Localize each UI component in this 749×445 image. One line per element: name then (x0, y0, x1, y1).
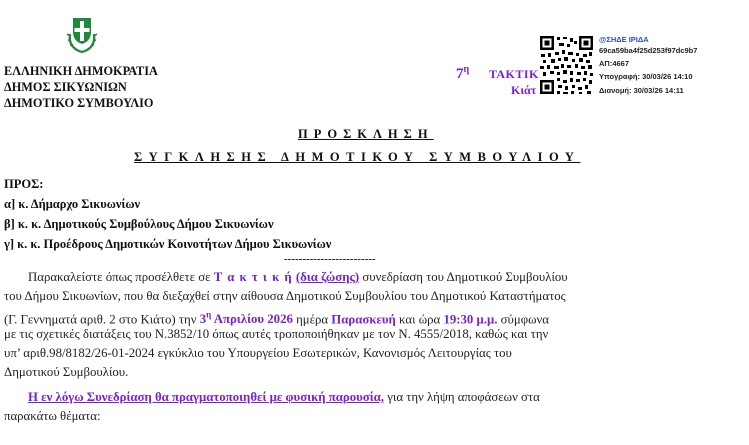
title-council-session: ΣΥΓΚΛΗΣΗΣ ΔΗΜΟΤΙΚΟΥ ΣΥΜΒΟΥΛΙΟΥ (134, 150, 581, 164)
recipient-mayor: α] κ. Δήμαρχο Σικυωνίων (4, 197, 141, 211)
stamp-signed: Υπογραφή: 30/03/26 14:10 (599, 72, 693, 81)
recipient-community-presidents: γ] κ. κ. Προέδρους Δημοτικών Κοινοτήτων Δήμου Σικυωνίων (4, 237, 332, 251)
stamp-distributed: Διανομή: 30/03/26 14:11 (599, 86, 684, 95)
recipient-councillors: β] κ. κ. Δημοτικούς Συμβούλους Δήμου Σικυωνίων (4, 217, 274, 231)
body-line-7: Η εν λόγω Συνεδρίαση θα πραγματοποιηθεί με φυσική παρουσία, για την λήψη αποφάσεων στα (28, 390, 540, 404)
recipients-heading: ΠΡΟΣ: (4, 177, 44, 191)
session-number: $7^\eta$ (456, 64, 470, 82)
body-line-8: παρακάτω θέματα: (4, 409, 101, 423)
header-council: ΔΗΜΟΤΙΚΟ ΣΥΜΒΟΥΛΙΟ (4, 96, 154, 110)
title-invitation: ΠΡΟΣΚΛΗΣΗ (298, 127, 434, 141)
session-type: ΤΑΚΤΙΚ (489, 67, 539, 81)
body-line-6: Δημοτικού Συμβουλίου. (4, 365, 129, 379)
header-municipality: ΔΗΜΟΣ ΣΙΚΥΩΝΙΩΝ (4, 80, 127, 94)
body-line-2: του Δήμου Σικυωνίων, που θα διεξαχθεί στην αίθουσα Δημοτικού Συμβουλίου του Δημοτικού Καταστήματος (4, 289, 566, 303)
body-line-3: (Γ. Γεννηματά αριθ. 2 στο Κιάτο) την $3^\eta$ Απριλίου 2026 ημέρα Παρασκευή και ώρα 19:30 μ.μ. σύμφωνα (4, 310, 549, 327)
stamp-label: @ΣΗΔΕ ΙΡΙΔΑ (599, 35, 649, 44)
header-republic: ΕΛΛΗΝΙΚΗ ΔΗΜΟΚΡΑΤΙΑ (4, 64, 158, 78)
body-line-5: υπ’ αριθ.98/8182/26-01-2024 εγκύκλιο του Υπουργείου Εσωτερικών, Κανονισμός Λειτουργίας του (4, 346, 512, 360)
body-line-1: Παρακαλείστε όπως προσέλθετε σε Τ α κ τ ι κ ή (δια ζώσης) συνεδρίαση του Δημοτικού Συμβουλίου (28, 270, 568, 284)
greek-emblem-icon (64, 14, 100, 54)
stamp-hash: 69ca59ba4f25d253f97dc9b7 (599, 46, 698, 55)
stamp-protocol: ΑΠ:4667 (599, 59, 630, 68)
session-place: Κιάτ (511, 83, 537, 97)
body-line-4: με τις σχετικές διατάξεις του Ν.3852/10 όπως αυτές τροποποιήθηκαν με τον Ν. 4555/2018, καθώς και την (4, 327, 549, 341)
separator: ------------------------- (284, 253, 376, 265)
physical-presence-link[interactable]: Η εν λόγω Συνεδρίαση θα πραγματοποιηθεί με φυσική παρουσία, (28, 390, 385, 404)
qr-code-icon (539, 35, 594, 95)
